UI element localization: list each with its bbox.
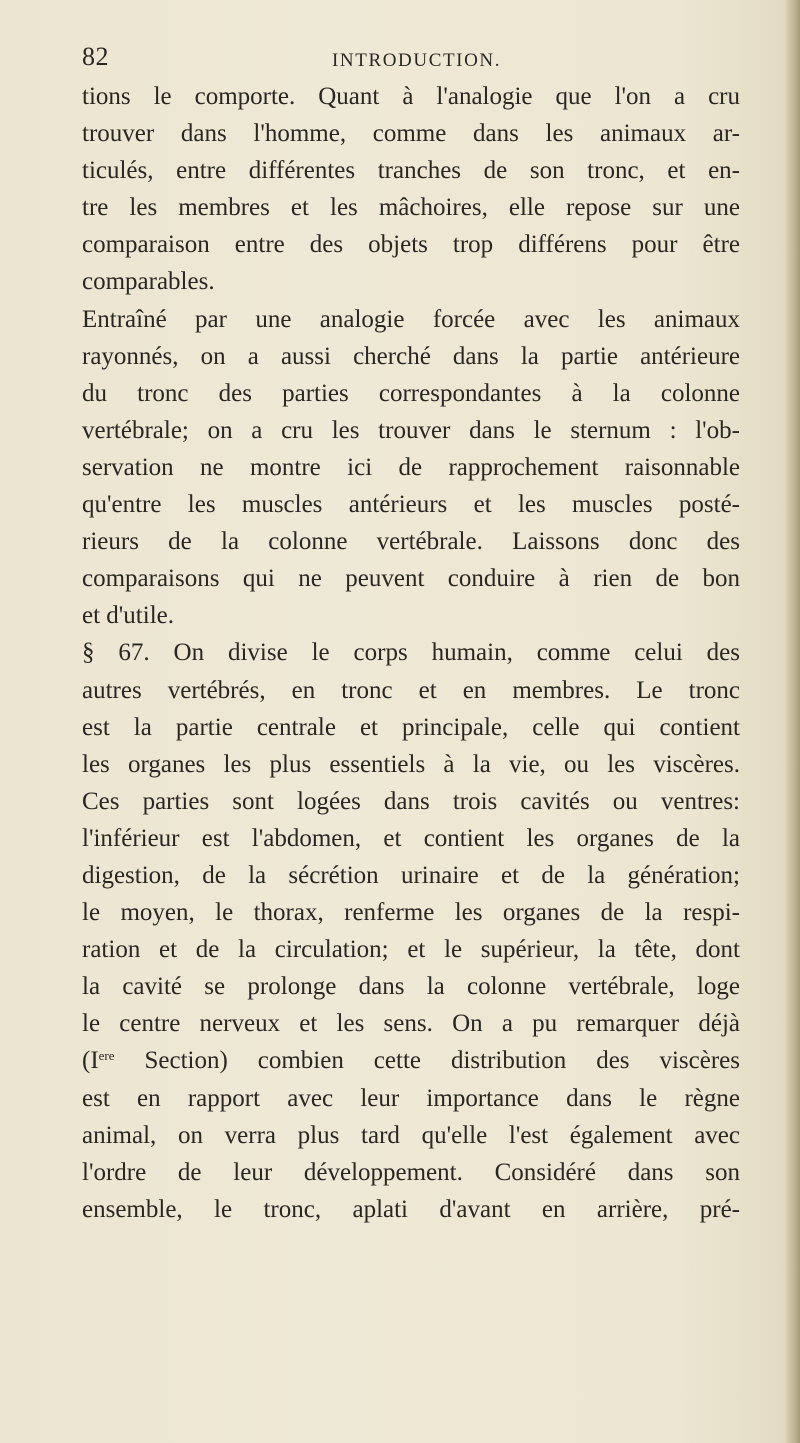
- text-line: animal, on verra plus tard qu'elle l'est également avec: [82, 1121, 740, 1149]
- text-line: ticulés, entre différentes tranches de son tronc, et en-: [82, 157, 740, 185]
- text-line: la cavité se prolonge dans la colonne vertébrale, loge: [82, 973, 740, 1001]
- page-edge: [786, 0, 800, 1443]
- text-line: tions le comporte. Quant à l'analogie que l'on a cru: [82, 83, 740, 110]
- text-line: ensemble, le tronc, aplati d'avant en arrière, pré-: [82, 1195, 740, 1223]
- text-line: vertébrale; on a cru les trouver dans le sternum : l'ob-: [82, 416, 740, 444]
- text-fragment: (I: [82, 1047, 99, 1075]
- text-line: comparaisons qui ne peuvent conduire à rien de bon: [82, 565, 740, 593]
- text-line: comparaison entre des objets trop différens pour être: [82, 231, 740, 259]
- text-line: tre les membres et les mâchoires, elle repose sur une: [82, 194, 740, 222]
- text-line: rieurs de la colonne vertébrale. Laissons donc des: [82, 528, 740, 556]
- text-line: le centre nerveux et les sens. On a pu remarquer déjà: [82, 1010, 740, 1038]
- text-line: Ces parties sont logées dans trois cavités ou ventres:: [82, 787, 740, 815]
- text-line: est en rapport avec leur importance dans le règne: [82, 1084, 740, 1112]
- text-line: trouver dans l'homme, comme dans les animaux ar-: [82, 120, 740, 148]
- text-line: Entraîné par une analogie forcée avec les animaux: [82, 305, 740, 333]
- running-title: INTRODUCTION.: [332, 50, 502, 71]
- text-line: est la partie centrale et principale, celle qui contient: [82, 713, 740, 741]
- text-line: le moyen, le thorax, renferme les organes de la respi-: [82, 899, 740, 927]
- page-number: 82: [82, 42, 109, 71]
- text-line: servation ne montre ici de rapprochement raisonnable: [82, 453, 740, 481]
- page-header: [82, 42, 742, 78]
- text-line: digestion, de la sécrétion urinaire et de la génération;: [82, 861, 740, 889]
- text-line: qu'entre les muscles antérieurs et les muscles posté-: [82, 491, 740, 519]
- body-text: [82, 78, 740, 1228]
- text-line: [82, 1042, 740, 1079]
- superscript: ere: [98, 1048, 115, 1064]
- text-line: rayonnés, on a aussi cherché dans la partie antérieure: [82, 342, 740, 370]
- text-line: comparables.: [82, 268, 215, 296]
- text-line: du tronc des parties correspondantes à la colonne: [82, 379, 740, 407]
- text-line: l'ordre de leur développement. Considéré dans son: [82, 1158, 740, 1186]
- text-line: § 67. On divise le corps humain, comme celui des: [82, 639, 740, 667]
- text-line: ration et de la circulation; et le supérieur, la tête, dont: [82, 936, 740, 964]
- text-line: et d'utile.: [82, 602, 174, 630]
- text-line: l'inférieur est l'abdomen, et contient les organes de la: [82, 824, 740, 852]
- text-line: autres vertébrés, en tronc et en membres. Le tronc: [82, 676, 740, 704]
- text-line: les organes les plus essentiels à la vie, ou les viscères.: [82, 750, 740, 778]
- text-fragment: Section) combien cette distribution des viscères: [114, 1047, 740, 1075]
